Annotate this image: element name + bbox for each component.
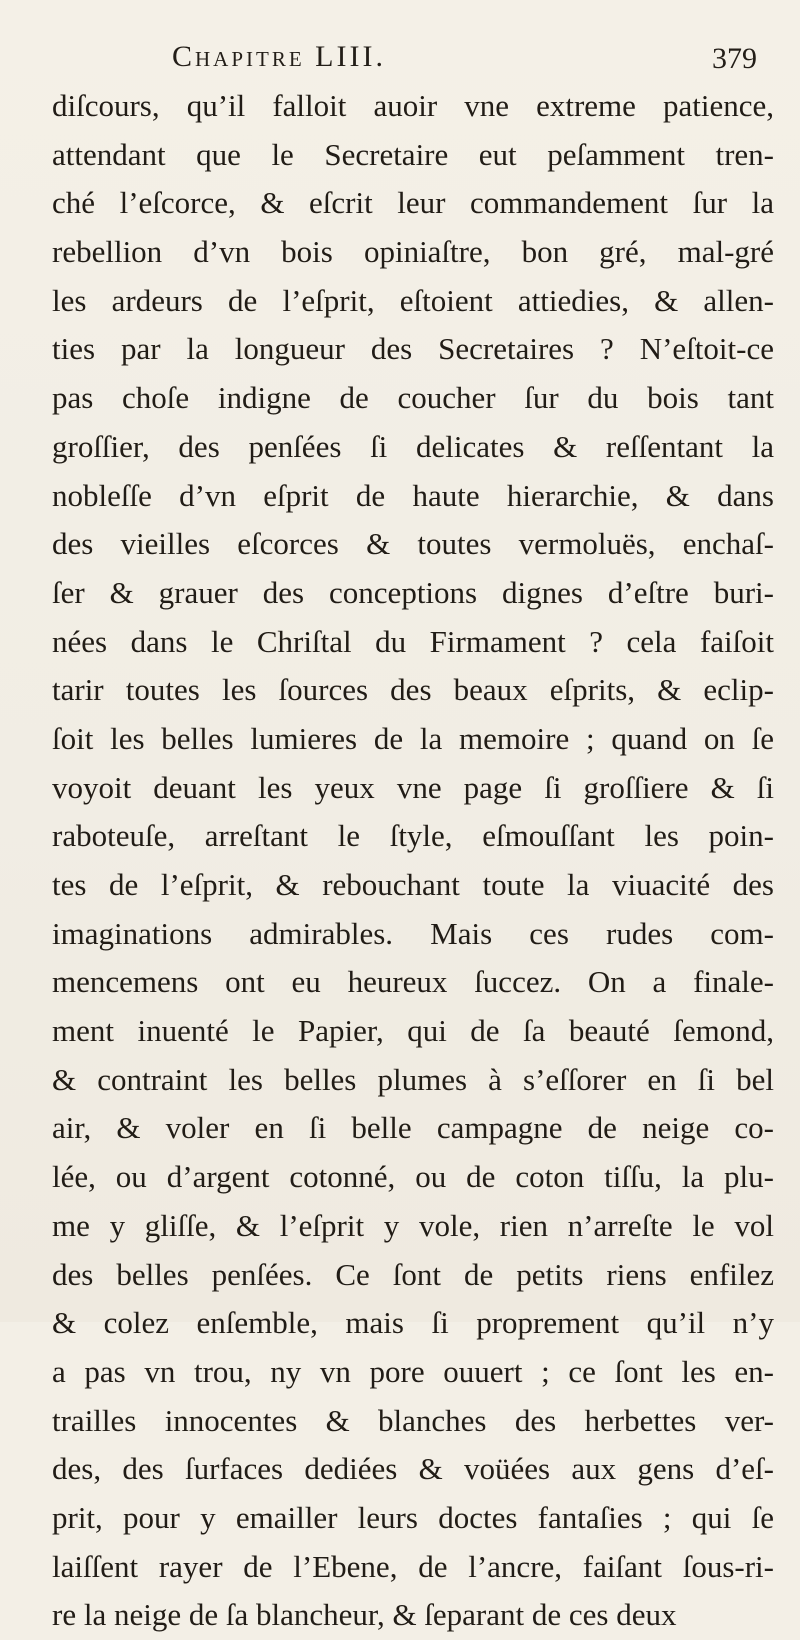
text-line: air, & voler en ſi belle campagne de neige co- — [52, 1110, 774, 1146]
body-text — [52, 82, 774, 1640]
text-line: groſſier, des penſées ſi delicates & reſſentant la — [52, 428, 774, 464]
page-number: 379 — [712, 42, 757, 75]
text-line: a pas vn trou, ny vn pore ouuert ; ce ſont les en- — [52, 1353, 774, 1389]
text-line: & colez enſemble, mais ſi proprement qu’il n’y — [52, 1305, 774, 1341]
text-line: prit, pour y emailler leurs doctes fantaſies ; qui ſe — [52, 1499, 774, 1535]
text-line: les ardeurs de l’eſprit, eſtoient attiedies, & allen- — [52, 282, 774, 318]
chapter-heading: Chapitre LIII. — [172, 40, 386, 73]
text-line: & contraint les belles plumes à s’eſſorer en ſi bel — [52, 1061, 774, 1097]
text-line: attendant que le Secretaire eut peſamment tren- — [52, 136, 774, 172]
text-line: tes de l’eſprit, & rebouchant toute la viuacité des — [52, 867, 774, 902]
text-line: ſer & grauer des conceptions dignes d’eſtre buri- — [52, 574, 774, 610]
running-head — [0, 40, 800, 80]
text-line: ment inuenté le Papier, qui de ſa beauté ſemond, — [52, 1013, 774, 1049]
text-line: nobleſſe d’vn eſprit de haute hierarchie, & dans — [52, 477, 774, 513]
text-line: re la neige de ſa blancheur, & ſeparant de ces deux — [52, 1597, 677, 1633]
text-line: ties par la longueur des Secretaires ? N’eſtoit-ce — [52, 331, 774, 367]
text-line: nées dans le Chriſtal du Firmament ? cela faiſoit — [52, 623, 774, 659]
text-line: trailles innocentes & blanches des herbettes ver- — [52, 1402, 774, 1438]
text-line: lée, ou d’argent cotonné, ou de coton tiſſu, la plu- — [52, 1159, 774, 1195]
text-line: pas choſe indigne de coucher ſur du bois tant — [52, 380, 774, 416]
text-line: des belles penſées. Ce ſont de petits riens enfilez — [52, 1256, 774, 1292]
text-line: voyoit deuant les yeux vne page ſi groſſiere & ſi — [52, 769, 774, 805]
text-line: ſoit les belles lumieres de la memoire ; quand on ſe — [52, 720, 774, 756]
text-line: rebellion d’vn bois opiniaſtre, bon gré, mal-gré — [52, 234, 774, 270]
text-line: des vieilles eſcorces & toutes vermoluës, enchaſ- — [52, 526, 774, 562]
text-line: diſcours, qu’il falloit auoir vne extreme patience, — [52, 88, 774, 123]
text-line: imaginations admirables. Mais ces rudes com- — [52, 915, 774, 951]
text-line: raboteuſe, arreſtant le ſtyle, eſmouſſant les poin- — [52, 818, 774, 854]
text-line: me y gliſſe, & l’eſprit y vole, rien n’arreſte le vol — [52, 1207, 774, 1243]
text-line: tarir toutes les ſources des beaux eſprits, & eclip- — [52, 672, 774, 708]
text-line: des, des ſurfaces dediées & voüées aux gens d’eſ- — [52, 1451, 774, 1487]
text-line: ché l’eſcorce, & eſcrit leur commandement ſur la — [52, 185, 774, 221]
text-line: laiſſent rayer de l’Ebene, de l’ancre, faiſant ſous-ri- — [52, 1548, 774, 1584]
text-line: mencemens ont eu heureux ſuccez. On a finale- — [52, 964, 774, 1000]
